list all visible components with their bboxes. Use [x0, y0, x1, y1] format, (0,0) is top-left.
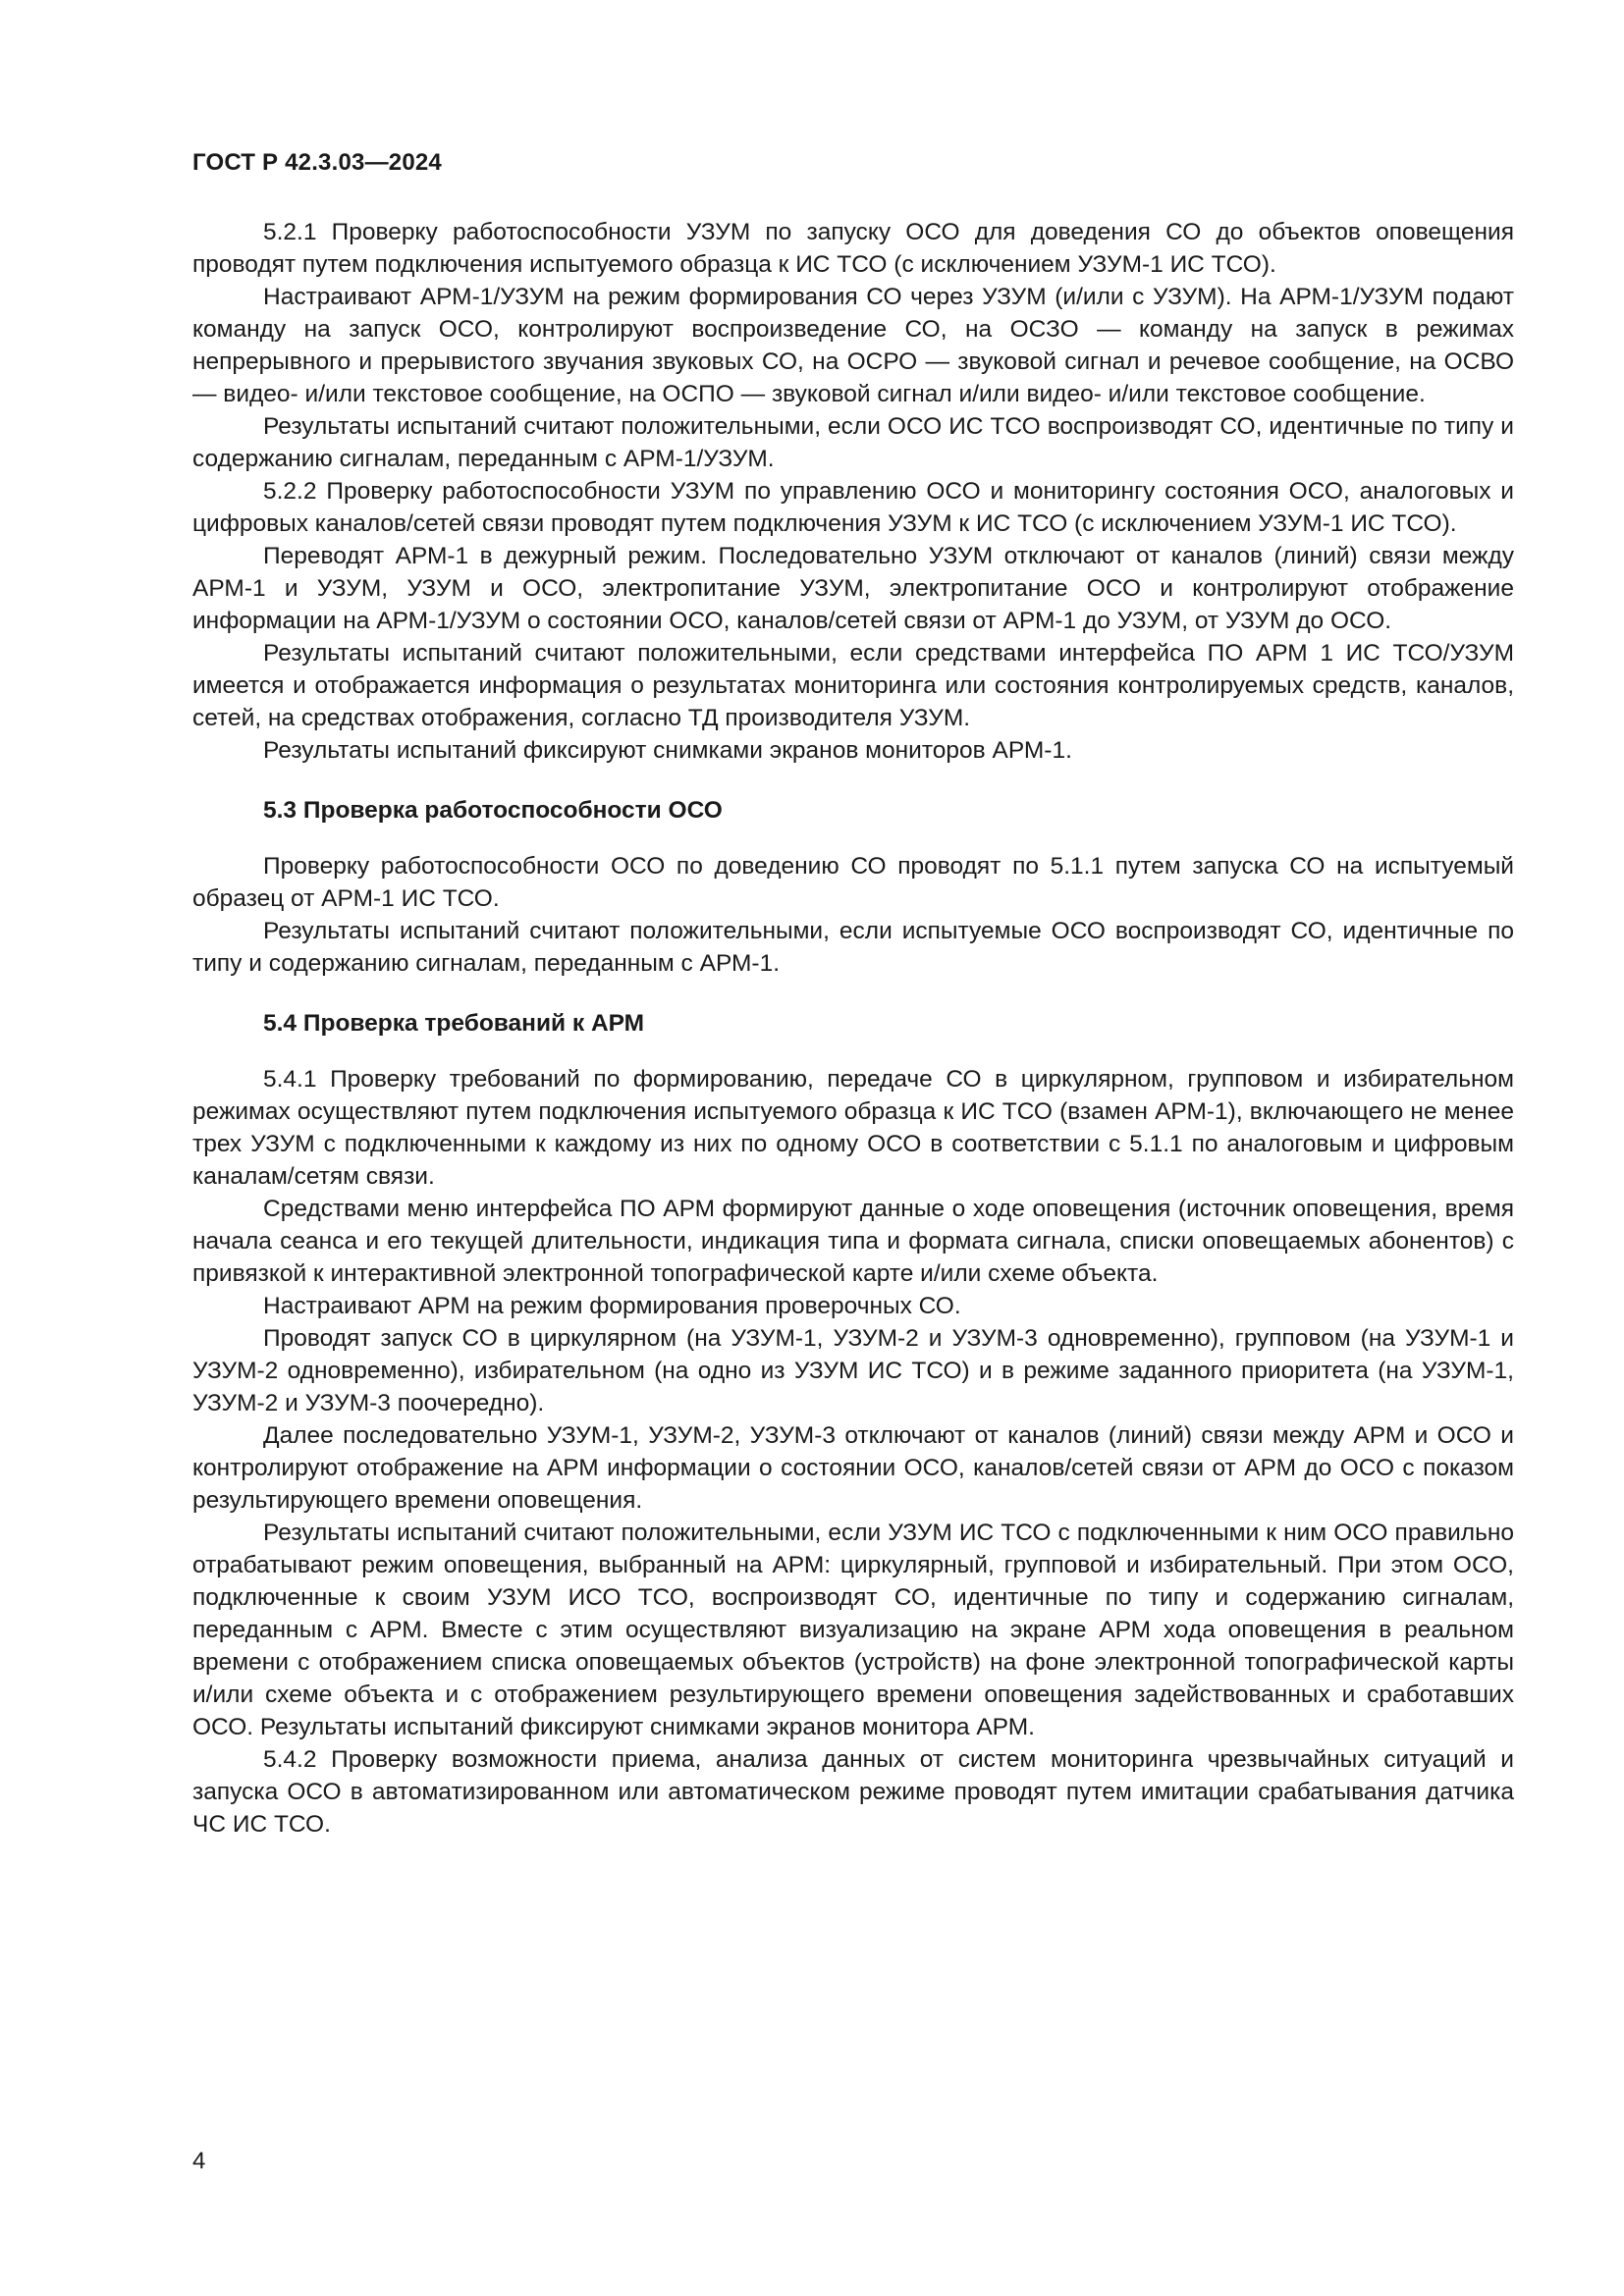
paragraph: Результаты испытаний фиксируют снимками экранов мониторов АРМ-1.	[263, 737, 1072, 764]
section-heading-5-3: 5.3 Проверка работоспособности ОСО	[263, 797, 723, 824]
paragraph: Проводят запуск СО в циркулярном (на УЗУМ-1, УЗУМ-2 и УЗУМ-3 одновременно), групповом (на УЗУМ-1 и УЗУМ-2 одновременно), избирательном (на одно из УЗУМ ИС ТСО) и в режиме заданного приоритета (на УЗУМ-1, УЗУМ-2 и УЗУМ-3 поочередно).	[192, 1325, 1514, 1416]
document-header: ГОСТ Р 42.3.03—2024	[192, 149, 442, 176]
paragraph-5-2-1: 5.2.1 Проверку работоспособности УЗУМ по запуску ОСО для доведения СО до объектов оповещения проводят путем подключения испытуемого образца к ИС ТСО (с исключением УЗУМ-1 ИС ТСО).	[192, 219, 1514, 278]
paragraph: Результаты испытаний считают положительными, если средствами интерфейса ПО АРМ 1 ИС ТСО/УЗУМ имеется и отображается информация о результатах мониторинга или состояния контролируемых средств, каналов, сетей, на средствах отображения, согласно ТД производителя УЗУМ.	[192, 640, 1514, 731]
paragraph: Результаты испытаний считают положительными, если ОСО ИС ТСО воспроизводят СО, идентичные по типу и содержанию сигналам, переданным с АРМ-1/УЗУМ.	[192, 413, 1514, 472]
section-heading-5-4: 5.4 Проверка требований к АРМ	[263, 1010, 645, 1037]
paragraph-5-2-2: 5.2.2 Проверку работоспособности УЗУМ по управлению ОСО и мониторингу состояния ОСО, аналоговых и цифровых каналов/сетей связи проводят путем подключения УЗУМ к ИС ТСО (с исключением УЗУМ-1 ИС ТСО).	[192, 478, 1514, 537]
document-body	[192, 216, 1514, 1841]
paragraph: Настраивают АРМ на режим формирования проверочных СО.	[263, 1293, 961, 1319]
paragraph: Средствами меню интерфейса ПО АРМ формируют данные о ходе оповещения (источник оповещения, время начала сеанса и его текущей длительности, индикация типа и формата сигнала, списки оповещаемых абонентов) с привязкой к интерактивной электронной топографической карте и/или схеме объекта.	[192, 1196, 1514, 1287]
paragraph: Переводят АРМ-1 в дежурный режим. Последовательно УЗУМ отключают от каналов (линий) связи между АРМ-1 и УЗУМ, УЗУМ и ОСО, электропитание УЗУМ, электропитание ОСО и контролируют отображение информации на АРМ-1/УЗУМ о состоянии ОСО, каналов/сетей связи от АРМ-1 до УЗУМ, от УЗУМ до ОСО.	[192, 543, 1514, 634]
paragraph-5-4-1: 5.4.1 Проверку требований по формированию, передаче СО в циркулярном, групповом и избирательном режимах осуществляют путем подключения испытуемого образца к ИС ТСО (взамен АРМ-1), включающего не менее трех УЗУМ с подключенными к каждому из них по одному ОСО в соответствии с 5.1.1 по аналоговым и цифровым каналам/сетям связи.	[192, 1066, 1514, 1190]
page-number: 4	[192, 2148, 206, 2174]
paragraph: Проверку работоспособности ОСО по доведению СО проводят по 5.1.1 путем запуска СО на испытуемый образец от АРМ-1 ИС ТСО.	[192, 853, 1514, 912]
paragraph: Далее последовательно УЗУМ-1, УЗУМ-2, УЗУМ-3 отключают от каналов (линий) связи между АРМ и ОСО и контролируют отображение на АРМ информации о состоянии ОСО, каналов/сетей связи от АРМ до ОСО с показом результирующего времени оповещения.	[192, 1422, 1514, 1514]
paragraph: Результаты испытаний считают положительными, если УЗУМ ИС ТСО с подключенными к ним ОСО правильно отрабатывают режим оповещения, выбранный на АРМ: циркулярный, групповой и избирательный. При этом ОСО, подключенные к своим УЗУМ ИСО ТСО, воспроизводят СО, идентичные по типу и содержанию сигналам, переданным с АРМ. Вместе с этим осуществляют визуализацию на экране АРМ хода оповещения в реальном времени с отображением списка оповещаемых объектов (устройств) на фоне электронной топографической карты и/или схеме объекта и с отображением результирующего времени оповещения задействованных и сработавших ОСО. Результаты испытаний фиксируют снимками экранов монитора АРМ.	[192, 1520, 1514, 1740]
paragraph: Результаты испытаний считают положительными, если испытуемые ОСО воспроизводят СО, идентичные по типу и содержанию сигналам, переданным с АРМ-1.	[192, 918, 1514, 977]
paragraph: Настраивают АРМ-1/УЗУМ на режим формирования СО через УЗУМ (и/или с УЗУМ). На АРМ-1/УЗУМ подают команду на запуск ОСО, контролируют воспроизведение СО, на ОСЗО — команду на запуск в режимах непрерывного и прерывистого звучания звуковых СО, на ОСРО — звуковой сигнал и речевое сообщение, на ОСВО — видео- и/или текстовое сообщение, на ОСПО — звуковой сигнал и/или видео- и/или текстовое сообщение.	[192, 284, 1514, 407]
paragraph-5-4-2: 5.4.2 Проверку возможности приема, анализа данных от систем мониторинга чрезвычайных ситуаций и запуска ОСО в автоматизированном или автоматическом режиме проводят путем имитации срабатывания датчика ЧС ИС ТСО.	[192, 1746, 1514, 1838]
